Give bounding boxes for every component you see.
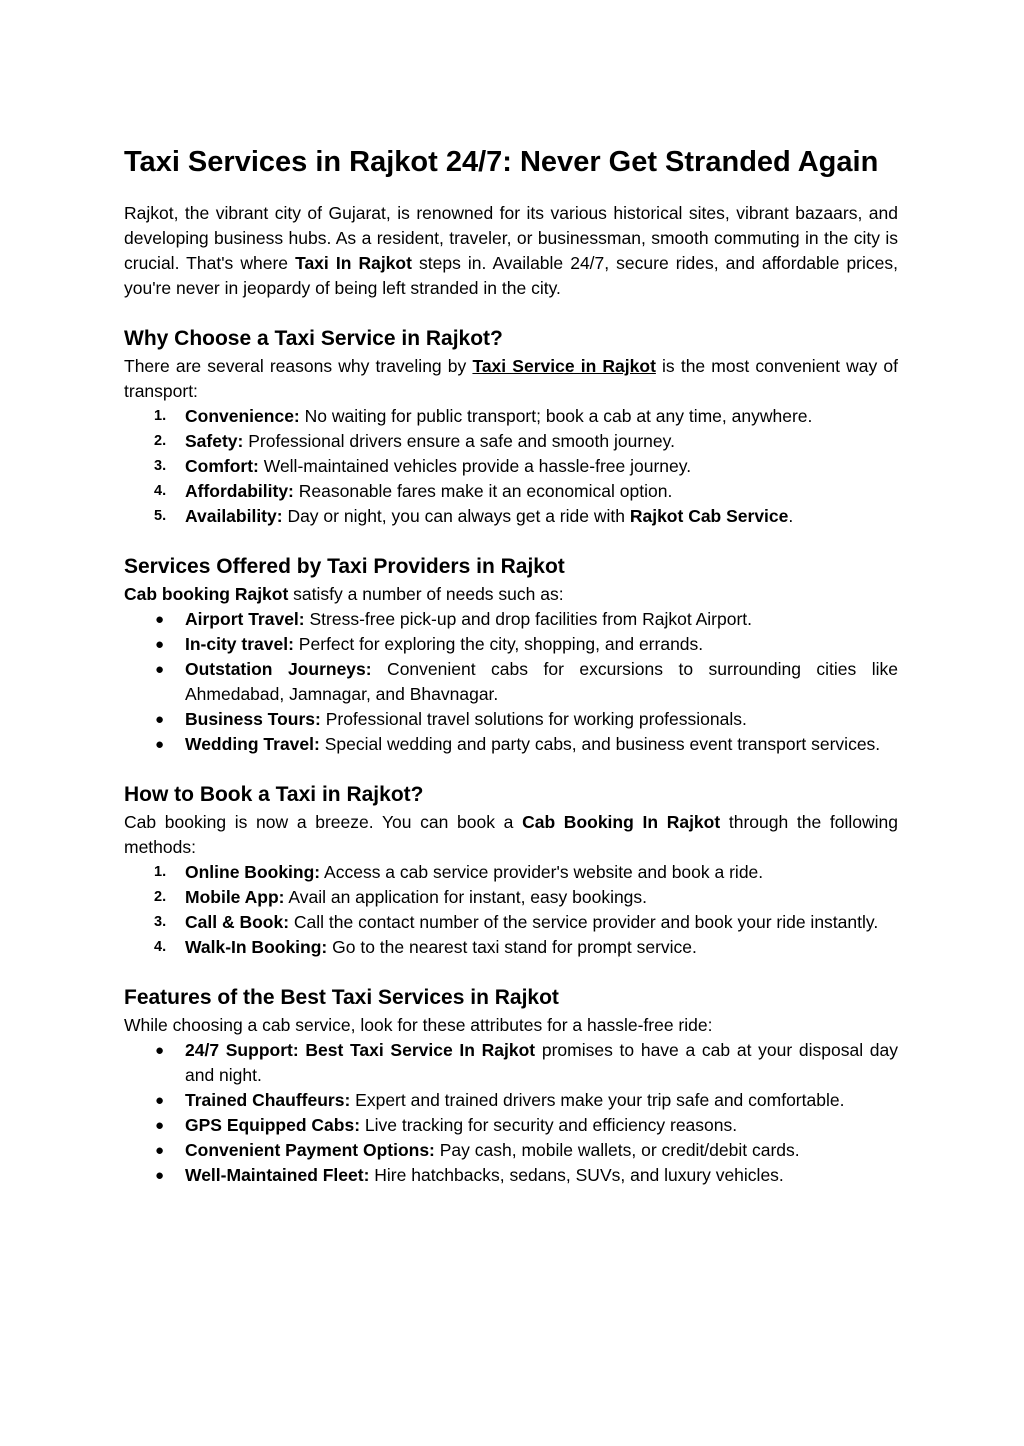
taxi-service-link[interactable]: Taxi Service in Rajkot [472,356,656,376]
list-item [124,657,898,707]
bullet-icon: ● [155,1092,165,1109]
list-number: 3. [154,914,167,930]
item-label: 24/7 Support: Best Taxi Service In Rajkot [185,1040,536,1060]
book-text-2: through the following methods: [124,812,898,857]
bullet-icon: ● [155,661,165,678]
item-text: Well-maintained vehicles provide a hassle-free journey. [258,456,692,476]
item-label: Call & Book: [185,912,290,932]
item-text: Professional travel solutions for working professionals. [320,709,747,729]
item-text: Stress-free pick-up and drop facilities from Rajkot Airport. [304,609,753,629]
item-label: Business Tours: [185,709,321,729]
list-item [124,632,898,657]
item-label: Well-Maintained Fleet: [185,1165,370,1185]
list-number: 2. [154,433,167,449]
item-label: Mobile App: [185,887,285,907]
why-reasons-list [124,404,898,529]
list-number: 2. [154,889,167,905]
bullet-icon: ● [155,1167,165,1184]
item-label: Wedding Travel: [185,734,320,754]
list-item [124,504,898,529]
why-text-2: is the most convenient way of transport: [124,356,899,401]
item-text: Perfect for exploring the city, shopping, and errands. [293,634,704,654]
list-item [124,707,898,732]
list-number: 3. [154,458,167,474]
book-heading: How to Book a Taxi in Rajkot? [124,783,424,806]
list-item [124,479,898,504]
bullet-icon: ● [155,711,165,728]
list-item [124,885,898,910]
item-text: Call the contact number of the service provider and book your ride instantly. [289,912,879,932]
services-paragraph [124,582,898,607]
item-label: Walk-In Booking: [185,937,328,957]
list-item [124,404,898,429]
item-text: Pay cash, mobile wallets, or credit/debit cards. [434,1140,800,1160]
intro-text-2: steps in. Available 24/7, secure rides, and affordable prices, you're never in jeopardy of being left stranded in the city. [124,253,898,298]
features-list [124,1038,898,1188]
features-heading: Features of the Best Taxi Services in Rajkot [124,986,559,1009]
item-label: Comfort: [185,456,259,476]
services-list [124,607,898,757]
list-number: 1. [154,864,167,880]
bullet-icon: ● [155,1042,165,1059]
item-label: In-city travel: [185,634,294,654]
list-number: 4. [154,483,167,499]
list-item [124,1113,898,1138]
item-text: No waiting for public transport; book a cab at any time, anywhere. [299,406,813,426]
list-item [124,860,898,885]
list-number: 5. [154,508,167,524]
booking-methods-list [124,860,898,960]
list-item [124,1088,898,1113]
list-item [124,732,898,757]
services-heading: Services Offered by Taxi Providers in Rajkot [124,555,565,578]
item-label: Trained Chauffeurs: [185,1090,351,1110]
item-label: Outstation Journeys: [185,659,372,679]
why-heading: Why Choose a Taxi Service in Rajkot? [124,327,503,350]
services-text: satisfy a number of needs such as: [288,584,564,604]
item-label: Airport Travel: [185,609,305,629]
item-text: Special wedding and party cabs, and business event transport services. [319,734,881,754]
item-label: Availability: [185,506,283,526]
item-text: Professional drivers ensure a safe and smooth journey. [243,431,675,451]
document-page [124,140,898,1188]
item-text: Expert and trained drivers make your trip safe and comfortable. [350,1090,845,1110]
why-paragraph [124,354,898,404]
item-text: promises to have a cab at your disposal day and night. [185,1040,898,1085]
item-bold-rajkot-cab-service: Rajkot Cab Service [629,506,789,526]
list-number: 1. [154,408,167,424]
list-number: 4. [154,939,167,955]
item-label: Online Booking: [185,862,321,882]
item-label: Convenience: [185,406,300,426]
item-text: Access a cab service provider's website and book a ride. [320,862,764,882]
item-text: Reasonable fares make it an economical option. [293,481,673,501]
item-text: Convenient cabs for excursions to surrounding cities like Ahmedabad, Jamnagar, and Bhavnagar. [185,659,898,704]
services-bold-cab-booking: Cab booking Rajkot [124,584,289,604]
features-paragraph: While choosing a cab service, look for these attributes for a hassle-free ride: [124,1015,713,1035]
item-text: Go to the nearest taxi stand for prompt service. [327,937,697,957]
list-item [124,1138,898,1163]
book-paragraph [124,810,898,860]
item-tail: . [788,506,794,526]
bullet-icon: ● [155,1142,165,1159]
list-item [124,1163,898,1188]
intro-bold-taxi-in-rajkot: Taxi In Rajkot [295,253,412,273]
bullet-icon: ● [155,1117,165,1134]
item-text: Day or night, you can always get a ride with [282,506,630,526]
book-bold-cab-booking: Cab Booking In Rajkot [522,812,721,832]
item-label: Convenient Payment Options: [185,1140,435,1160]
bullet-icon: ● [155,636,165,653]
page-title: Taxi Services in Rajkot 24/7: Never Get Stranded Again [124,146,879,178]
list-item [124,1038,898,1088]
intro-text-1: Rajkot, the vibrant city of Gujarat, is renowned for its various historical sites, vibrant bazaars, and developing business hubs. As a resident, traveler, or businessman, smooth commuting in the city is crucial. That's where [124,203,898,273]
why-text-1: There are several reasons why traveling by [124,356,473,376]
list-item [124,935,898,960]
item-label: Safety: [185,431,244,451]
bullet-icon: ● [155,736,165,753]
item-text: Avail an application for instant, easy bookings. [284,887,648,907]
item-text: Hire hatchbacks, sedans, SUVs, and luxury vehicles. [369,1165,784,1185]
item-label: GPS Equipped Cabs: [185,1115,361,1135]
book-text-1: Cab booking is now a breeze. You can book a [124,812,523,832]
item-text: Live tracking for security and efficiency reasons. [360,1115,738,1135]
bullet-icon: ● [155,611,165,628]
item-label: Affordability: [185,481,294,501]
list-item [124,429,898,454]
list-item [124,454,898,479]
list-item [124,607,898,632]
intro-paragraph [124,201,898,301]
list-item [124,910,898,935]
